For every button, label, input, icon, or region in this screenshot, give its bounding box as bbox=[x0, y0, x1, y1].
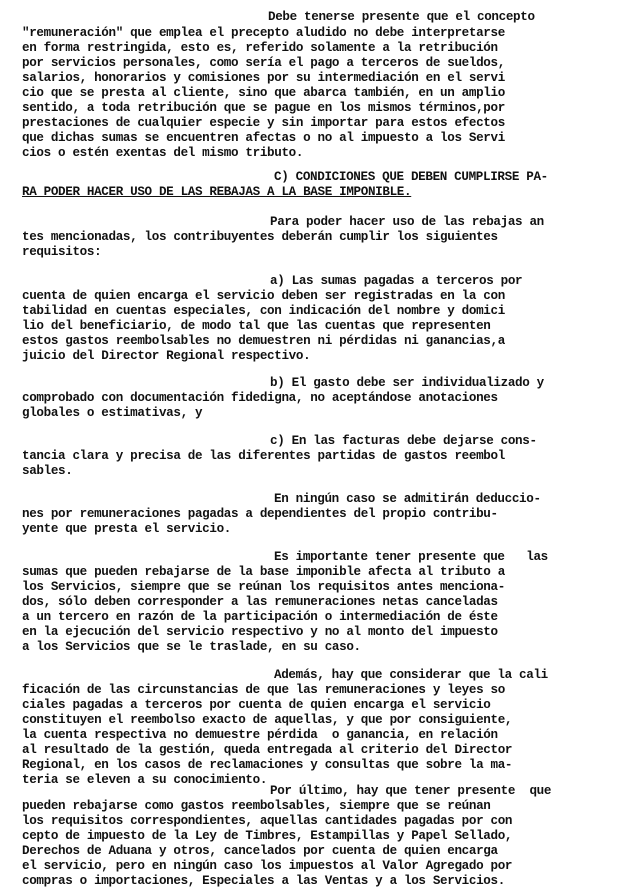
ademas-line-6: al resultado de la gestión, queda entregada al criterio del Director bbox=[22, 743, 513, 757]
ademas-line-1: Además, hay que considerar que la cali bbox=[274, 668, 548, 682]
ultimo-line-3: los requisitos correspondientes, aquellas cantidades pagadas por con bbox=[22, 814, 513, 828]
ultimo-line-7: compras o importaciones, Especiales a las Ventas y a los Servicios. bbox=[22, 874, 505, 888]
requisitos-intro-line-3: requisitos: bbox=[22, 245, 102, 259]
intro-line-8: prestaciones de cualquier especie y sin importar para estos efectos bbox=[22, 116, 505, 130]
req-a-line-6: juicio del Director Regional respectivo. bbox=[22, 349, 311, 363]
ademas-line-4: constituyen el reembolso exacto de aquellas, y que por consiguiente, bbox=[22, 713, 513, 727]
section-heading-line-2: RA PODER HACER USO DE LAS REBAJAS A LA BASE IMPONIBLE. bbox=[22, 185, 412, 199]
importante-line-7: a los Servicios que se le traslade, en su caso. bbox=[22, 640, 361, 654]
req-b-line-1: b) El gasto debe ser individualizado y bbox=[270, 376, 544, 390]
intro-line-3: en forma restringida, esto es, referido solamente a la retribución bbox=[22, 41, 498, 55]
ningun-caso-line-1: En ningún caso se admitirán deduccio- bbox=[274, 492, 541, 506]
req-b-line-3: globales o estimativas, y bbox=[22, 406, 203, 420]
intro-line-6: cio que se presta al cliente, sino que abarca también, en un amplio bbox=[22, 86, 505, 100]
req-a-line-3: tabilidad en cuentas especiales, con indicación del nombre y domici bbox=[22, 304, 505, 318]
ultimo-line-1: Por último, hay que tener presente que bbox=[270, 784, 552, 798]
req-a-line-5: estos gastos reembolsables no demuestren ni pérdidas ni ganancias,a bbox=[22, 334, 505, 348]
req-a-line-1: a) Las sumas pagadas a terceros por bbox=[270, 274, 523, 288]
ultimo-line-5: Derechos de Aduana y otros, cancelados por cuenta de quien encarga bbox=[22, 844, 498, 858]
req-c-line-1: c) En las facturas debe dejarse cons- bbox=[270, 434, 537, 448]
intro-line-7: sentido, a toda retribución que se pague en los mismos términos,por bbox=[22, 101, 505, 115]
ultimo-line-6: el servicio, pero en ningún caso los impuestos al Valor Agregado por bbox=[22, 859, 513, 873]
importante-line-5: a un tercero en razón de la participación o intermediación de éste bbox=[22, 610, 498, 624]
intro-line-2: "remuneración" que emplea el precepto aludido no debe interpretarse bbox=[22, 26, 505, 40]
intro-line-10: cios o estén exentas del mismo tributo. bbox=[22, 146, 304, 160]
intro-line-1: Debe tenerse presente que el concepto bbox=[268, 10, 535, 24]
requisitos-intro-line-1: Para poder hacer uso de las rebajas an bbox=[270, 215, 544, 229]
req-b-line-2: comprobado con documentación fidedigna, no aceptándose anotaciones bbox=[22, 391, 498, 405]
ademas-line-2: ficación de las circunstancias de que las remuneraciones y leyes so bbox=[22, 683, 505, 697]
intro-line-4: por servicios personales, como sería el pago a terceros de sueldos, bbox=[22, 56, 505, 70]
importante-line-2: sumas que pueden rebajarse de la base imponible afecta al tributo a bbox=[22, 565, 505, 579]
req-a-line-4: lio del beneficiario, de modo tal que las cuentas que representen bbox=[22, 319, 491, 333]
ningun-caso-line-2: nes por remuneraciones pagadas a dependientes del propio contribu- bbox=[22, 507, 498, 521]
ningun-caso-line-3: yente que presta el servicio. bbox=[22, 522, 232, 536]
importante-line-3: los Servicios, siempre que se reúnan los requisitos antes menciona- bbox=[22, 580, 505, 594]
ultimo-line-4: cepto de impuesto de la Ley de Timbres, Estampillas y Papel Sellado, bbox=[22, 829, 513, 843]
req-a-line-2: cuenta de quien encarga el servicio deben ser registradas en la con bbox=[22, 289, 505, 303]
req-c-line-2: tancia clara y precisa de las diferentes partidas de gastos reembol bbox=[22, 449, 505, 463]
ultimo-line-2: pueden rebajarse como gastos reembolsables, siempre que se reúnan bbox=[22, 799, 491, 813]
importante-line-1: Es importante tener presente que las bbox=[274, 550, 548, 564]
importante-line-4: dos, sólo deben corresponder a las remuneraciones netas canceladas bbox=[22, 595, 498, 609]
ademas-line-5: la cuenta respectiva no demuestre pérdida o ganancia, en relación bbox=[22, 728, 498, 742]
ademas-line-7: Regional, en los casos de reclamaciones y consultas que sobre la ma- bbox=[22, 758, 513, 772]
importante-line-6: en la ejecución del servicio respectivo y no al monto del impuesto bbox=[22, 625, 498, 639]
requisitos-intro-line-2: tes mencionadas, los contribuyentes deberán cumplir los siguientes bbox=[22, 230, 498, 244]
intro-line-9: que dichas sumas se encuentren afectas o no al impuesto a los Servi bbox=[22, 131, 505, 145]
ademas-line-8: teria se eleven a su conocimiento. bbox=[22, 773, 268, 787]
req-c-line-3: sables. bbox=[22, 464, 73, 478]
intro-line-5: salarios, honorarios y comisiones por su intermediación en el servi bbox=[22, 71, 505, 85]
section-heading-line-1: C) CONDICIONES QUE DEBEN CUMPLIRSE PA- bbox=[274, 170, 548, 184]
ademas-line-3: ciales pagadas a terceros por cuenta de quien encarga el servicio bbox=[22, 698, 491, 712]
